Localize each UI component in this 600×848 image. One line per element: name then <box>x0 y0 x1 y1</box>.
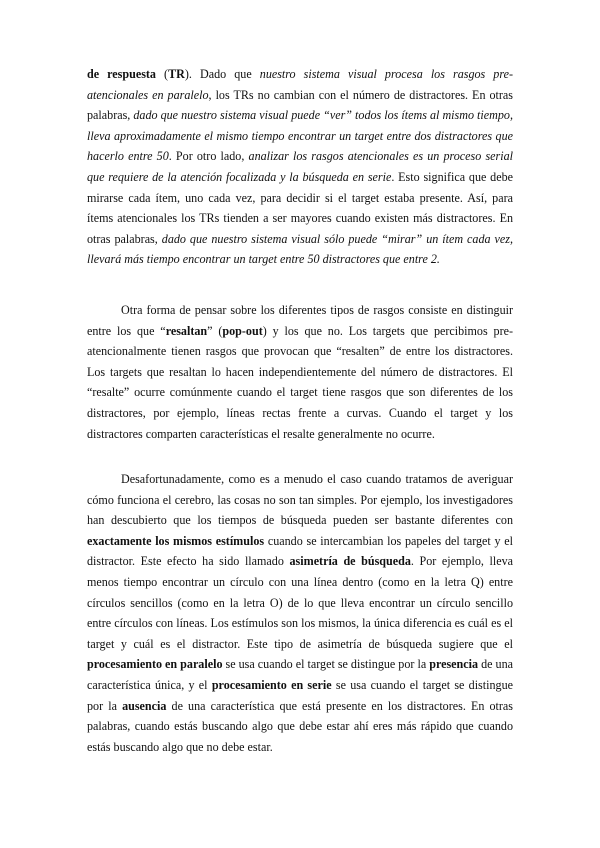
italic-phrase: analizar los rasgos atencionales es un proceso serial que requiere de la atención focalizada y la búsqueda en serie <box>87 149 513 184</box>
text-run: . Esto significa que debe mirarse cada ítem, uno cada vez, para decidir si el target estaba presente. Así, para ítems atencionales los TRs tienden a ser mayores cuando existen más distractores. En otras palabras, <box>87 169 513 246</box>
text-run: se usa cuando el target se distingue por la <box>87 677 513 713</box>
bold-term: procesamiento en paralelo <box>87 657 223 672</box>
bold-term: ausencia <box>122 698 167 713</box>
bold-term: exactamente los mismos estímulos <box>87 533 265 548</box>
text-run: de una característica única, y el <box>87 657 513 692</box>
bold-term: resaltan <box>165 323 208 338</box>
text-run: ” ( <box>207 323 223 338</box>
paragraph-pop-out <box>87 300 513 444</box>
text-run: se usa cuando el target se distingue por la <box>222 657 430 672</box>
text-run: Desafortunadamente, como es a menudo el caso cuando tratamos de averiguar cómo funciona el cerebro, las cosas no son tan simples. Por ejemplo, los investigadores han descubierto que los tiempos de búsqueda pueden ser bastante diferentes con <box>87 472 513 528</box>
text-run: ( <box>155 67 169 81</box>
text-run: de una característica que está presente en los distractores. En otras palabras, cuando estás buscando algo que debe estar ahí eres más rápido que cuando estás buscando algo que no debe estar. <box>87 698 513 754</box>
text-run: . Por otro lado, <box>168 149 249 164</box>
text-run: . Por ejemplo, lleva menos tiempo encontrar un círculo con una línea dentro (como en la letra Q) entre círculos sencillos (como en la letra O) de lo que lleva encontrar un círculo sencillo entre círculos con líneas. Los estímulos son los mismos, la única diferencia es cuál es el target y cuál es el distractor. Este tipo de asimetría de búsqueda sugiere que el <box>87 554 513 651</box>
paragraph-search-asymmetry <box>87 469 513 757</box>
text-run: , los TRs no cambian con el número de distractores. En otras palabras, <box>87 87 513 123</box>
bold-term: procesamiento en serie <box>211 677 332 692</box>
text-run: ). Dado que <box>184 67 260 81</box>
bold-term: de respuesta <box>87 67 156 81</box>
text-run: ) y los que no. Los targets que percibimos pre-atencionalmente tienen rasgos que provocan que “resalten” de entre los distractores. Los targets que resaltan lo hacen independientemente del número de distractores. El “resalte” ocurre comúnmente cuando el target tiene rasgos que son diferentes de los distractores, por ejemplo, líneas rectas frente a curvas. Cuando el target y los distractores comparten características el resalte generalmente no ocurre. <box>87 323 514 441</box>
italic-phrase: dado que nuestro sistema visual sólo puede “mirar” un ítem cada vez, llevará más tiempo encontrar un target entre 50 distractores que entre 2. <box>87 231 513 267</box>
bold-term: asimetría de búsqueda <box>289 554 411 569</box>
text-run: Otra forma de pensar sobre los diferentes tipos de rasgos consiste en distinguir entre los que “ <box>87 303 513 338</box>
bold-term: TR <box>168 67 185 81</box>
bold-term: presencia <box>429 657 479 672</box>
text-run: cuando se intercambian los papeles del target y el distractor. Este efecto ha sido llamado <box>87 533 513 569</box>
paragraph-reaction-time <box>87 64 513 270</box>
bold-term: pop-out <box>222 323 263 338</box>
italic-phrase: nuestro sistema visual procesa los rasgos pre-atencionales en paralelo <box>87 67 513 102</box>
italic-phrase: dado que nuestro sistema visual puede “ver” todos los ítems al mismo tiempo, lleva aproximadamente el mismo tiempo encontrar un target entre dos distractores que hacerlo entre 50 <box>87 108 513 164</box>
